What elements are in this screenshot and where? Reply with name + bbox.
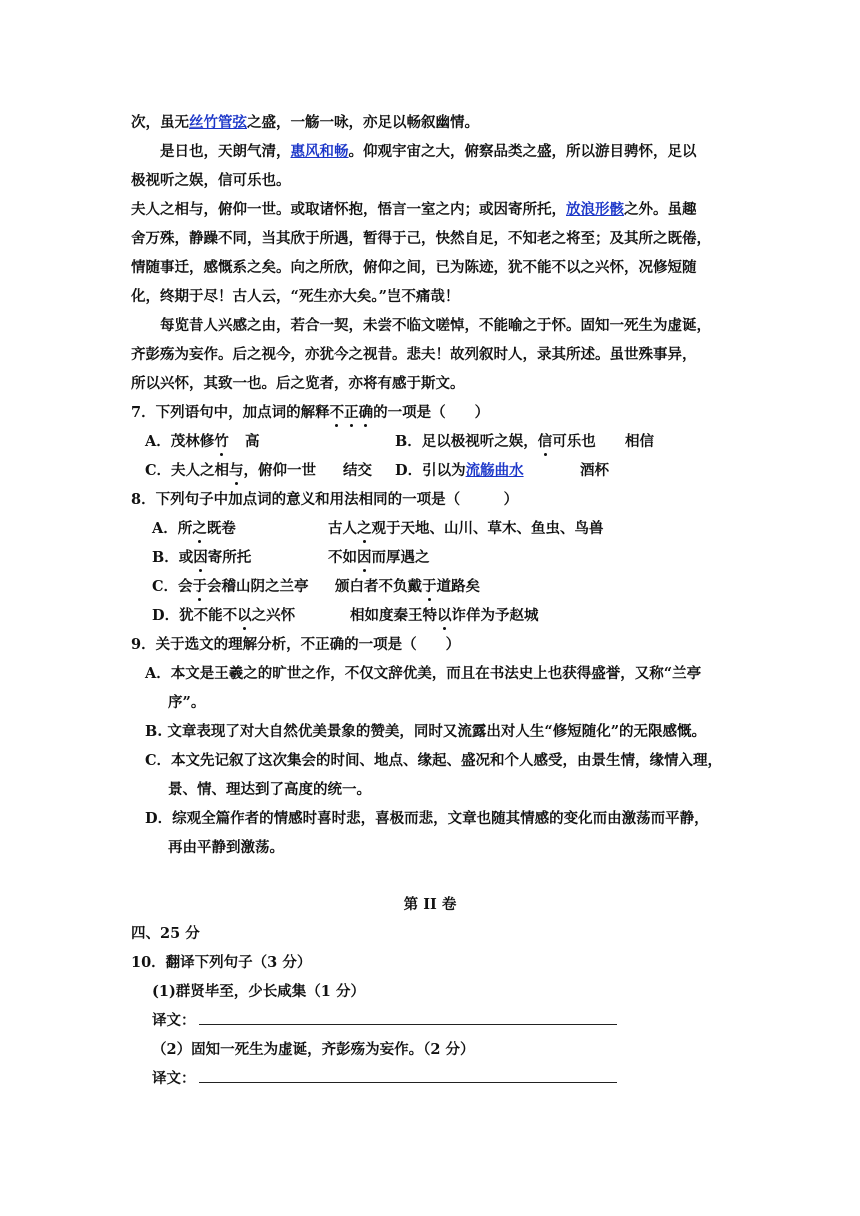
q10-answer-label-2: 译文：: [152, 1070, 196, 1087]
q7-option-b[interactable]: [395, 432, 596, 452]
text: ，俯仰一世: [243, 462, 317, 479]
question-7-stem: [131, 403, 489, 423]
text: 而厚遇之: [371, 549, 430, 566]
q10-sentence-2: （2）固知一死生为虚诞，齐彭殇为妄作。（2 分）: [152, 1041, 475, 1058]
dotted-char: 之: [192, 520, 207, 537]
text: 寄所托: [207, 549, 252, 566]
text: D．犹不能不: [152, 607, 238, 624]
dotted-char: 确: [358, 404, 374, 421]
dotted-char: 于: [192, 578, 208, 595]
passage-line: 每览昔人兴感之由，若合一契，未尝不临文嗟悼，不能喻之于怀。固知一死生为虚诞，: [160, 317, 711, 334]
dotted-char: 之: [357, 520, 372, 537]
passage-line: 情随事迁，感慨系之矣。向之所欣，俯仰之间，已为陈迹，犹不能不以之兴怀，况修短随: [131, 259, 697, 276]
q7-option-c-answer: 结交: [343, 462, 372, 479]
text: 可乐也: [552, 433, 596, 450]
dotted-char: 与: [229, 462, 244, 479]
text: A．茂林修: [145, 433, 215, 450]
text: 是日也，天朗气清，: [160, 143, 291, 160]
text: 诈佯为予赵城: [451, 607, 539, 624]
q7-option-d[interactable]: [395, 461, 524, 481]
passage-line: [160, 142, 697, 162]
text: 次，虽无: [131, 114, 189, 131]
part-2-heading: 第 II 卷: [403, 896, 457, 913]
q7-option-b-answer: 相信: [625, 433, 654, 450]
text: 的一项是（ ）: [373, 404, 490, 421]
q7-option-a[interactable]: [145, 432, 229, 452]
dotted-char: 因: [193, 549, 208, 566]
q8-option-c[interactable]: [152, 577, 309, 597]
dotted-char: 以: [237, 607, 252, 624]
q8-option-b-compare: [328, 548, 430, 568]
q10-sentence-1: (1)群贤毕至，少长咸集（1 分）: [152, 983, 365, 1000]
passage-line: 舍万殊，静躁不同，当其欣于所遇，暂得于己，快然自足，不知老之将至；及其所之既倦，: [131, 230, 711, 247]
q10-answer-label-1: 译文：: [152, 1012, 196, 1029]
dotted-char: 于: [422, 578, 437, 595]
dotted-char: 正: [344, 404, 359, 421]
text: 。仰观宇宙之大，俯察品类之盛，所以游目骋怀，足以: [348, 143, 697, 160]
text: 夫人之相与，俯仰一世。或取诸怀抱，悟言一室之内；或因寄所托，: [131, 201, 566, 218]
text: 道路矣: [436, 578, 480, 595]
section-heading: 四、25 分: [131, 925, 200, 942]
q8-option-b[interactable]: [152, 548, 251, 568]
text: 会稽山阴之兰亭: [207, 578, 309, 595]
q7-option-d-answer: 酒杯: [580, 462, 609, 479]
annotation-link[interactable]: 丝竹管弦: [189, 114, 247, 131]
dotted-char: 因: [357, 549, 372, 566]
dotted-char: 以: [437, 607, 452, 624]
text: 之盛，一觞一咏，亦足以畅叙幽情。: [247, 114, 479, 131]
annotation-link[interactable]: 放浪形骸: [566, 201, 624, 218]
answer-blank-1[interactable]: [199, 1024, 617, 1025]
q8-option-c-compare: [335, 577, 480, 597]
q7-option-c[interactable]: [145, 461, 316, 481]
q9-option-a[interactable]: A．本文是王羲之的旷世之作，不仅文辞优美，而且在书法史上也获得盛誉，又称“兰亭: [145, 665, 702, 682]
answer-blank-2[interactable]: [199, 1082, 617, 1083]
passage-line: 极视听之娱，信可乐也。: [131, 172, 291, 189]
text: 不如: [328, 549, 357, 566]
q7-option-a-answer: 高: [245, 433, 260, 450]
q9-option-c-cont: 景、情、理达到了高度的统一。: [168, 781, 371, 798]
dotted-char: 竹: [214, 433, 229, 450]
text: D．引以为: [395, 462, 466, 479]
passage-line: 化，终期于尽！古人云，“死生亦大矣。”岂不痛哉！: [131, 288, 460, 305]
q9-option-c[interactable]: C．本文先记叙了这次集会的时间、地点、缘起、盛况和个人感受，由景生情，缘情入理，: [145, 752, 723, 769]
q8-option-d[interactable]: [152, 606, 295, 626]
text: 颁白者不负戴: [335, 578, 422, 595]
question-9-stem: 9．关于选文的理解分析，不正确的一项是（ ）: [131, 636, 461, 653]
passage-line: [131, 113, 479, 133]
text: C．会: [152, 578, 193, 595]
passage-line: 所以兴怀，其致一也。后之览者，亦将有感于斯文。: [131, 375, 465, 392]
question-10-stem: 10．翻译下列句子（3 分）: [131, 954, 312, 971]
q9-option-d-cont: 再由平静到激荡。: [168, 839, 284, 856]
text: 之外。虽趣: [624, 201, 697, 218]
q8-option-a-compare: [328, 519, 604, 539]
dotted-char: 不: [329, 404, 345, 421]
text: 相如度秦王特: [350, 607, 437, 624]
text: C．夫人之相: [145, 462, 230, 479]
q9-option-d[interactable]: D．综观全篇作者的情感时喜时悲，喜极而悲，文章也随其情感的变化而由激荡而平静，: [145, 810, 709, 827]
text: B．足以极视听之娱，: [395, 433, 538, 450]
passage-line: [131, 200, 697, 220]
q8-option-d-compare: [350, 606, 539, 626]
dotted-char: 信: [537, 433, 553, 450]
passage-line: 齐彭殇为妄作。后之视今，亦犹今之视昔。悲夫！故列叙时人，录其所述。虽世殊事异，: [131, 346, 697, 363]
annotation-link[interactable]: 惠风和畅: [290, 143, 349, 160]
q8-option-a[interactable]: [152, 519, 236, 539]
q9-option-a-cont: 序”。: [168, 694, 206, 711]
text: B．或: [152, 549, 194, 566]
text: A．所: [152, 520, 193, 537]
text: 既卷: [206, 520, 236, 537]
text: 古人: [328, 520, 357, 537]
question-8-stem: 8．下列句子中加点词的意义和用法相同的一项是（ ）: [131, 491, 519, 508]
text: 观于天地、山川、草木、鱼虫、鸟兽: [371, 520, 604, 537]
text: 7．下列语句中，加点词的解释: [131, 404, 330, 421]
annotation-link[interactable]: 流觞曲水: [465, 462, 524, 479]
text: 之兴怀: [251, 607, 296, 624]
q9-option-b[interactable]: B. 文章表现了对大自然优美景象的赞美，同时又流露出对人生“修短随化”的无限感慨。: [145, 723, 707, 740]
